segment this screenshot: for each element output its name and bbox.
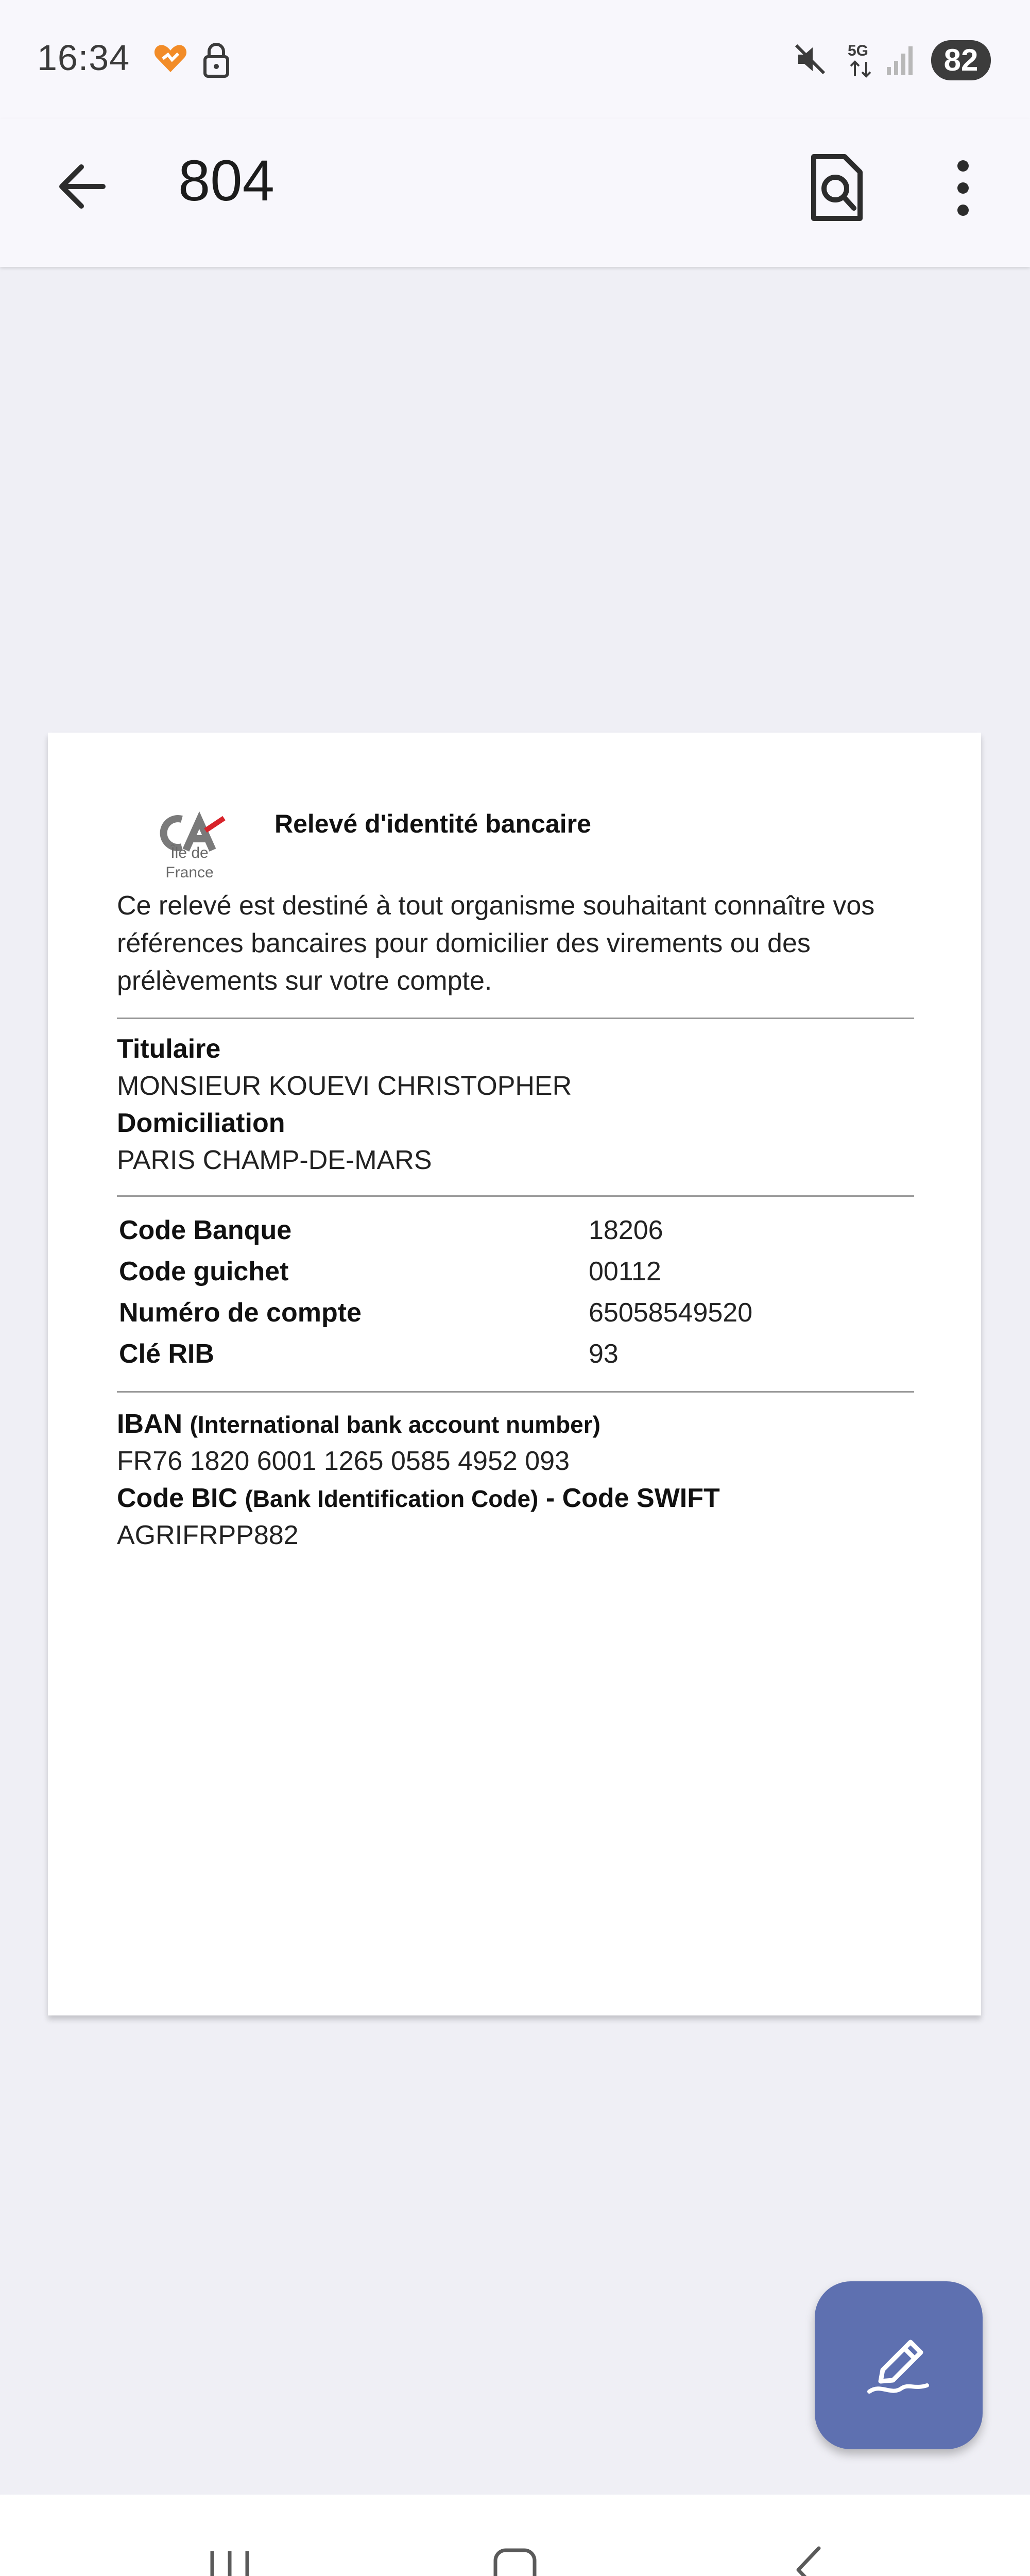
bic-value: AGRIFRPP882 xyxy=(117,1520,299,1550)
domiciliation-label: Domiciliation xyxy=(117,1108,285,1138)
signal-icon xyxy=(885,44,917,76)
home-icon[interactable] xyxy=(489,2544,541,2576)
edit-fab-button[interactable] xyxy=(815,2281,983,2449)
account-number-label: Numéro de compte xyxy=(119,1298,362,1328)
iban-label: IBAN (International bank account number) xyxy=(117,1409,600,1439)
more-vert-icon[interactable] xyxy=(932,155,994,222)
code-guichet-value: 00112 xyxy=(589,1257,661,1286)
divider xyxy=(117,1391,914,1393)
back-arrow-icon[interactable] xyxy=(52,156,113,217)
domiciliation-value: PARIS CHAMP-DE-MARS xyxy=(117,1145,432,1175)
search-document-icon[interactable] xyxy=(803,151,870,224)
nav-back-icon[interactable] xyxy=(783,2544,834,2576)
bic-label: Code BIC (Bank Identification Code) - Code SWIFT xyxy=(117,1483,720,1513)
status-bar xyxy=(0,0,1030,118)
status-time: 16:34 xyxy=(37,38,130,78)
code-banque-value: 18206 xyxy=(589,1215,663,1245)
cle-rib-value: 93 xyxy=(589,1339,619,1369)
holder-label: Titulaire xyxy=(117,1034,221,1064)
document-page xyxy=(48,733,981,2015)
5g-icon xyxy=(846,40,877,79)
app-bar xyxy=(0,118,1030,267)
iban-value: FR76 1820 6001 1265 0585 4952 093 xyxy=(117,1446,570,1476)
mute-icon xyxy=(793,42,827,76)
edit-pen-icon xyxy=(865,2332,932,2399)
account-number-value: 65058549520 xyxy=(589,1298,753,1328)
divider xyxy=(117,1018,914,1019)
logo-caption: Île de France xyxy=(165,844,214,881)
battery-icon: 82 xyxy=(931,40,991,80)
svg-text:5G: 5G xyxy=(848,42,869,59)
document-intro: Ce relevé est destiné à tout organisme souhaitant connaître vos références bancaires pour domicilier des virements ou des prélèvements sur votre compte. xyxy=(117,891,875,996)
lock-icon xyxy=(201,41,232,78)
cle-rib-label: Clé RIB xyxy=(119,1339,214,1369)
heart-notification-icon xyxy=(152,43,188,74)
document-title: Relevé d'identité bancaire xyxy=(274,809,591,838)
holder-value: MONSIEUR KOUEVI CHRISTOPHER xyxy=(117,1071,572,1101)
divider xyxy=(117,1195,914,1197)
page-title: 804 xyxy=(178,148,274,213)
recents-icon[interactable] xyxy=(204,2544,255,2576)
navigation-bar xyxy=(0,2495,1030,2576)
code-banque-label: Code Banque xyxy=(119,1215,292,1245)
code-guichet-label: Code guichet xyxy=(119,1257,289,1286)
